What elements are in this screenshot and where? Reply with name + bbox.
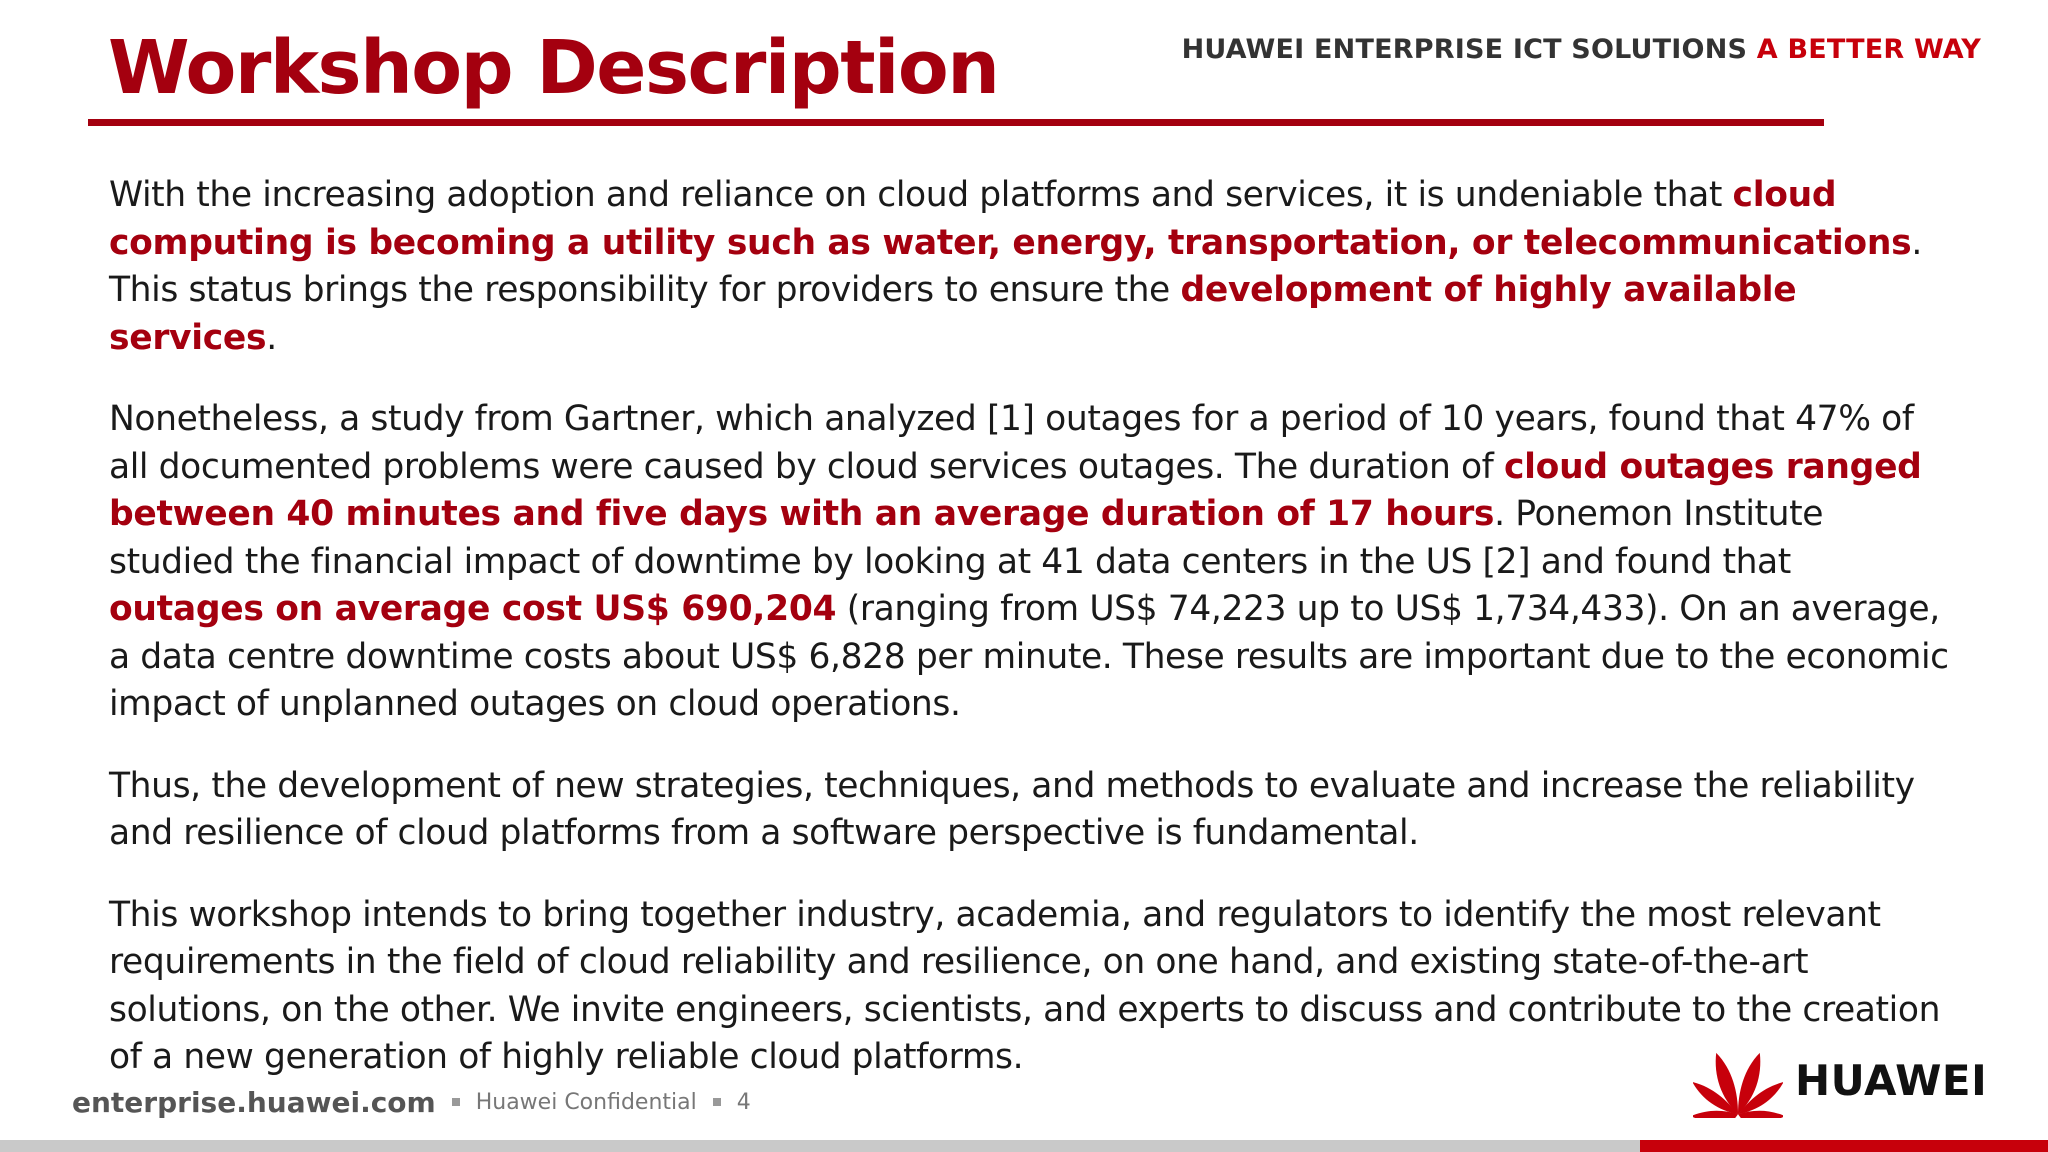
logo-wordmark: HUAWEI (1795, 1055, 1988, 1105)
text: Nonetheless, a study from Gartner, which analyzed [1] outages for a period of 10 years, found that 47% of all documented problems were caused by cloud services outages. The duration of (109, 399, 1914, 487)
footer-website: enterprise.huawei.com (72, 1085, 436, 1119)
highlight: cloud outages ranged between 40 minutes and five days with an average duration of 17 hours (109, 446, 1922, 534)
tagline-prefix: HUAWEI ENTERPRISE ICT SOLUTIONS (1181, 34, 1748, 65)
text: . Ponemon Institute studied the financial impact of downtime by looking at 41 data centers in the US [2] and found that (109, 494, 1824, 582)
huawei-logo (1693, 1042, 1987, 1118)
text: . (266, 317, 277, 358)
paragraph-goals: This workshop intends to bring together industry, academia, and regulators to identify the most relevant requirements in the field of cloud reliability and resilience, on one hand, and existing state-of-the-art solutions, on the other. We invite engineers, scientists, and experts to discuss and contribute to the creation of a new generation of highly reliable cloud platforms. (109, 894, 1941, 1077)
text: (ranging from US$ 74,223 up to US$ 1,734,433). On an average, a data centre downtime costs about US$ 6,828 per minute. These results are important due to the economic impact of unplanned outages on cloud operations. (109, 589, 1949, 724)
paragraph-motivation: Thus, the development of new strategies, techniques, and methods to evaluate and increase the reliability and resilience of cloud platforms from a software perspective is fundamental. (109, 765, 1915, 853)
header-tagline (1182, 34, 1981, 65)
footer-separator (713, 1098, 721, 1106)
slide-title: Workshop Description (108, 25, 999, 111)
highlight: outages on average cost US$ 690,204 (109, 589, 837, 629)
paragraph-intro (109, 172, 1949, 362)
footer-confidential: Huawei Confidential (475, 1089, 697, 1115)
footer (72, 1082, 751, 1122)
highlight: development of highly available services (109, 270, 1797, 358)
title-divider (88, 119, 1824, 126)
description-body (109, 172, 1949, 1082)
tagline-accent: A BETTER WAY (1756, 34, 1981, 65)
huawei-petal-icon (1693, 1042, 1783, 1118)
page-number: 4 (736, 1089, 751, 1115)
footer-bar-accent (1640, 1140, 2048, 1152)
text: With the increasing adoption and reliance on cloud platforms and services, it is undeniable that (109, 175, 1733, 215)
highlight: cloud computing is becoming a utility such as water, energy, transportation, or telecommunications (109, 175, 1912, 263)
text: . This status brings the responsibility for providers to ensure the (109, 222, 1922, 310)
footer-separator (452, 1098, 460, 1106)
paragraph-statistics (109, 396, 1949, 729)
